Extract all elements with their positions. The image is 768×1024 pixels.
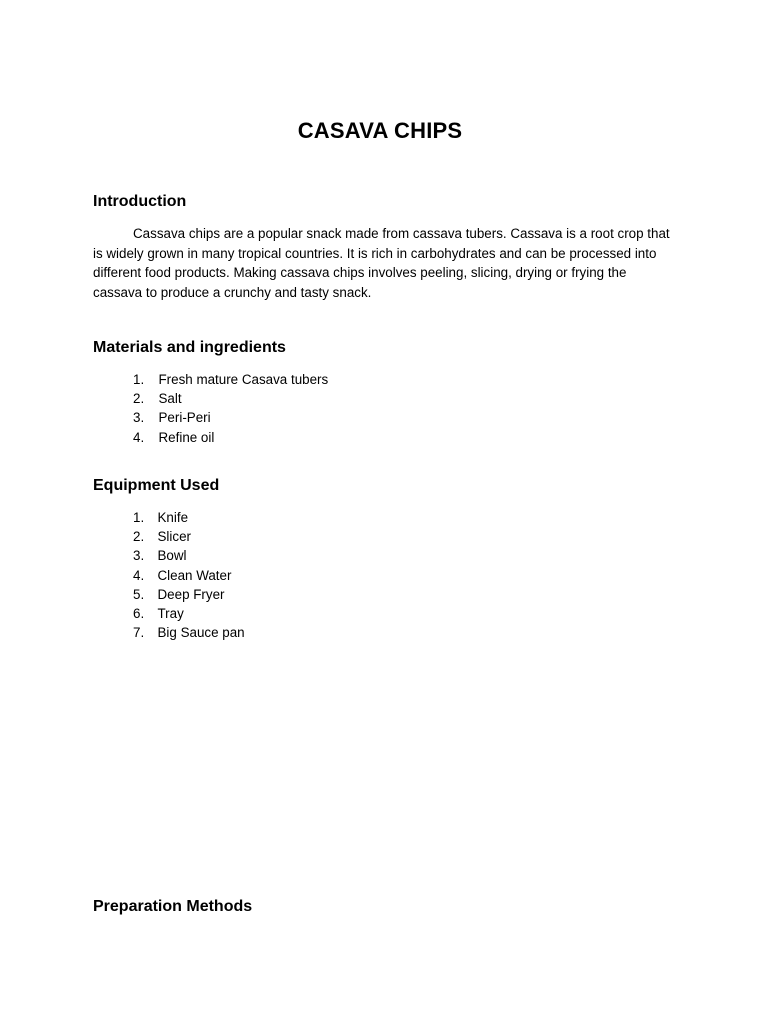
introduction-heading: Introduction xyxy=(93,193,187,210)
list-item-number: 4. xyxy=(133,429,145,445)
list-item-number: 5. xyxy=(133,586,145,602)
list-item-number: 2. xyxy=(133,529,145,545)
list-item-text: Knife xyxy=(157,510,189,525)
materials-heading: Materials and ingredients xyxy=(93,339,286,356)
equipment-heading: Equipment Used xyxy=(93,477,220,494)
list-item-number: 2. xyxy=(133,391,145,407)
list-item xyxy=(133,508,245,527)
list-item xyxy=(133,370,328,389)
list-item-text: Tray xyxy=(157,606,184,622)
list-item-text: Slicer xyxy=(157,529,191,545)
list-item-number: 4. xyxy=(133,567,145,583)
list-item xyxy=(133,389,328,408)
list-item xyxy=(133,428,328,447)
list-item-text: Refine oil xyxy=(158,429,215,445)
preparation-heading: Preparation Methods xyxy=(93,898,253,915)
list-item-text: Peri-Peri xyxy=(158,410,211,426)
list-item-text: Fresh mature Casava tubers xyxy=(158,372,329,387)
equipment-list xyxy=(133,508,245,642)
list-item xyxy=(133,546,245,565)
list-item xyxy=(133,623,245,642)
list-item xyxy=(133,585,245,604)
list-item-number: 6. xyxy=(133,606,145,622)
list-item xyxy=(133,527,245,546)
list-item-text: Salt xyxy=(158,391,182,407)
list-item-number: 3. xyxy=(133,548,145,564)
list-item-text: Clean Water xyxy=(157,567,232,583)
list-item-number: 3. xyxy=(133,410,145,426)
list-item-text: Big Sauce pan xyxy=(157,625,245,641)
list-item-text: Deep Fryer xyxy=(157,586,225,602)
list-item-number: 7. xyxy=(133,625,145,641)
list-item-number: 1. xyxy=(133,510,145,525)
list-item-number: 1. xyxy=(133,372,145,387)
list-item xyxy=(133,408,328,427)
introduction-paragraph: Cassava chips are a popular snack made from cassava tubers. Cassava is a root crop that is widely grown in many tropical countries. It is rich in carbohydrates and can be processed into different food products. Making cassava chips involves peeling, slicing, drying or frying the cassava to produce a crunchy and tasty snack. xyxy=(93,226,670,300)
list-item xyxy=(133,604,245,623)
list-item xyxy=(133,566,245,585)
document-title: CASAVA CHIPS xyxy=(297,118,463,143)
list-item-text: Bowl xyxy=(157,548,187,564)
materials-list xyxy=(133,370,328,447)
